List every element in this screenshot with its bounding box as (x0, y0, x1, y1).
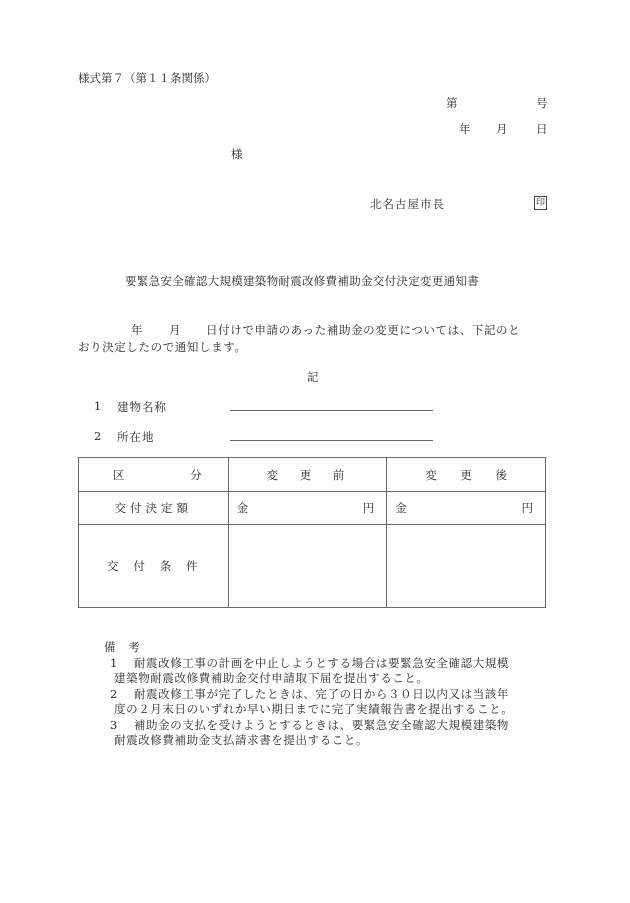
header-char: 更 (460, 467, 472, 482)
item-number: 1 (94, 399, 102, 413)
row-label (79, 525, 229, 608)
header-after-change (387, 458, 546, 492)
location-field[interactable] (230, 426, 433, 440)
conditions-after-cell[interactable] (387, 525, 546, 608)
date-day-label: 日 (536, 122, 548, 136)
amount-prefix: 金 (395, 501, 407, 515)
remark-number: 3 (110, 717, 118, 732)
remark-item-2 (90, 687, 513, 718)
remarks-heading: 備 考 (104, 640, 141, 654)
remark-text-continued: 度の２月末日のいずれか早い期日までに完了実績報告書を提出すること。 (114, 702, 514, 716)
remark-item-1 (90, 656, 513, 687)
remark-number: 1 (110, 655, 118, 670)
row-label (79, 492, 229, 525)
item-number: 2 (94, 429, 102, 443)
amount-before-cell[interactable] (228, 492, 387, 525)
header-char: 分 (190, 467, 202, 482)
remark-text-continued: 建築物耐震改修費補助金交付申請取下届を提出すること。 (114, 671, 429, 685)
header-char: 後 (495, 467, 507, 482)
amount-unit: 円 (362, 501, 375, 515)
label-char: 付 (133, 559, 145, 573)
table-header-row (79, 458, 546, 492)
amount-unit: 円 (521, 501, 533, 515)
conditions-before-cell[interactable] (228, 525, 387, 608)
remark-number: 2 (110, 686, 118, 701)
date-month-label: 月 (496, 122, 508, 136)
body-text-1: 日付けで申請のあった補助金の変更については、下記のと (206, 323, 521, 337)
date-year-label: 年 (459, 122, 471, 136)
remarks-section (90, 640, 513, 749)
body-line-2: おり決定したので通知します。 (78, 340, 247, 354)
remark-item-3 (90, 718, 513, 749)
header-category (79, 458, 229, 492)
document-number-prefix: 第 (446, 96, 458, 110)
document-number-field[interactable] (462, 93, 532, 109)
addressee-suffix: 様 (231, 147, 243, 161)
remark-text: 耐震改修工事が完了したときは、完了の日から３０日以内又は当該年 (133, 686, 510, 701)
label-char: 交 (107, 559, 119, 573)
header-before-change (228, 458, 387, 492)
item-label: 建物名称 (117, 400, 167, 414)
header-char: 更 (299, 467, 312, 482)
body-month-label: 月 (169, 323, 181, 337)
label-char: 条 (159, 559, 172, 573)
building-name-field[interactable] (230, 396, 433, 410)
body-year-label: 年 (131, 323, 143, 337)
header-char: 前 (332, 467, 345, 482)
header-char: 区 (113, 467, 125, 482)
header-char: 変 (266, 467, 279, 482)
underline (230, 410, 433, 411)
label-char: 件 (186, 559, 198, 573)
underline (230, 440, 433, 441)
remark-text: 耐震改修工事の計画を中止しようとする場合は要緊急安全確認大規模 (133, 655, 510, 670)
remark-text-continued: 耐震改修費補助金支払請求書を提出すること。 (114, 733, 369, 747)
header-char: 変 (425, 467, 437, 482)
amount-prefix: 金 (236, 501, 249, 515)
form-number: 様式第７（第１１条関係） (78, 71, 216, 85)
ki-heading: 記 (307, 370, 319, 384)
document-number-suffix: 号 (536, 96, 548, 110)
change-table (78, 457, 546, 608)
document-title: 要緊急安全確認大規模建築物耐震改修費補助金交付決定変更通知書 (125, 274, 479, 288)
seal-mark: 印 (535, 198, 545, 208)
grant-amount-label: 交付決定額 (114, 501, 193, 515)
issuer-name: 北名古屋市長 (370, 197, 445, 211)
remark-text: 補助金の支払を受けようとするときは、要緊急安全確認大規模建築物 (133, 717, 510, 732)
item-label: 所在地 (117, 430, 155, 444)
table-row-grant-conditions (79, 525, 546, 608)
table-row-grant-amount (79, 492, 546, 525)
amount-after-cell[interactable] (387, 492, 546, 525)
body-line-1 (78, 322, 548, 338)
